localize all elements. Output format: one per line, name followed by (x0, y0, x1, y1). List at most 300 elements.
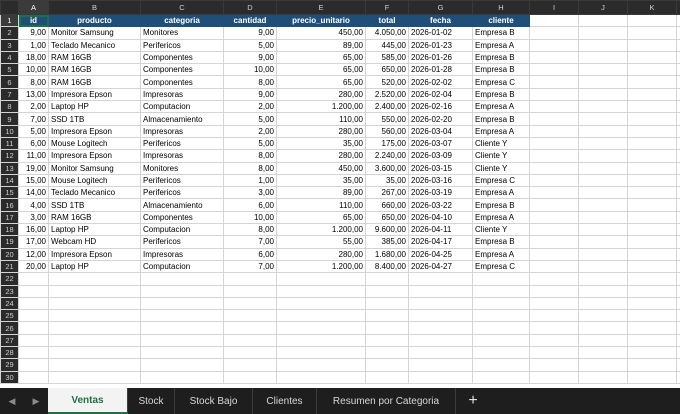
empty-cell[interactable] (628, 162, 677, 174)
empty-cell[interactable] (277, 359, 366, 371)
data-cell[interactable]: Perifericos (141, 137, 224, 149)
data-cell[interactable]: Empresa B (473, 51, 530, 63)
data-cell[interactable]: Monitores (141, 162, 224, 174)
empty-cell[interactable] (49, 359, 141, 371)
empty-cell[interactable] (473, 359, 530, 371)
data-cell[interactable]: 16,00 (19, 224, 49, 236)
data-cell[interactable]: 7,00 (19, 113, 49, 125)
empty-cell[interactable] (530, 260, 579, 272)
data-cell[interactable]: 3.600,00 (366, 162, 409, 174)
tab-ventas[interactable] (48, 388, 128, 414)
data-cell[interactable]: 450,00 (277, 162, 366, 174)
data-cell[interactable]: Almacenamiento (141, 199, 224, 211)
data-cell[interactable]: Monitores (141, 27, 224, 39)
empty-cell[interactable] (628, 211, 677, 223)
empty-cell[interactable] (579, 371, 628, 383)
empty-cell[interactable] (628, 347, 677, 359)
column-header[interactable]: D (224, 1, 277, 15)
row-number[interactable]: 19 (1, 236, 19, 248)
empty-cell[interactable] (366, 297, 409, 309)
empty-cell[interactable] (579, 76, 628, 88)
data-cell[interactable]: Empresa A (473, 248, 530, 260)
data-cell[interactable]: Laptop HP (49, 224, 141, 236)
empty-cell[interactable] (677, 334, 680, 346)
empty-cell[interactable] (628, 248, 677, 260)
data-cell[interactable]: 2026-03-22 (409, 199, 473, 211)
empty-cell[interactable] (677, 27, 680, 39)
empty-cell[interactable] (141, 310, 224, 322)
data-cell[interactable]: 20,00 (19, 260, 49, 272)
data-cell[interactable]: 2026-02-02 (409, 76, 473, 88)
data-cell[interactable]: 5,00 (224, 137, 277, 149)
data-cell[interactable]: Cliente Y (473, 150, 530, 162)
empty-cell[interactable] (530, 125, 579, 137)
row-number[interactable]: 30 (1, 371, 19, 383)
data-cell[interactable]: Computacion (141, 224, 224, 236)
data-cell[interactable]: 2026-04-17 (409, 236, 473, 248)
data-cell[interactable]: Mouse Logitech (49, 174, 141, 186)
empty-cell[interactable] (473, 310, 530, 322)
empty-cell[interactable] (530, 76, 579, 88)
empty-cell[interactable] (579, 297, 628, 309)
data-cell[interactable]: 10,00 (224, 211, 277, 223)
row-number[interactable]: 6 (1, 76, 19, 88)
data-cell[interactable]: Perifericos (141, 187, 224, 199)
data-cell[interactable]: Computacion (141, 101, 224, 113)
empty-cell[interactable] (473, 273, 530, 285)
chevron-left-icon[interactable]: ◀ (8, 395, 16, 406)
data-cell[interactable]: 2026-03-09 (409, 150, 473, 162)
data-cell[interactable]: 445,00 (366, 39, 409, 51)
data-cell[interactable]: Componentes (141, 51, 224, 63)
data-cell[interactable]: Impresora Epson (49, 150, 141, 162)
data-cell[interactable]: 2.400,00 (366, 101, 409, 113)
data-cell[interactable]: 2026-02-20 (409, 113, 473, 125)
empty-cell[interactable] (628, 371, 677, 383)
data-cell[interactable]: Empresa A (473, 211, 530, 223)
empty-cell[interactable] (473, 322, 530, 334)
data-cell[interactable]: 89,00 (277, 39, 366, 51)
data-cell[interactable]: 6,00 (19, 137, 49, 149)
header-cell[interactable]: cliente (473, 15, 530, 27)
data-cell[interactable]: 385,00 (366, 236, 409, 248)
empty-cell[interactable] (530, 187, 579, 199)
empty-cell[interactable] (677, 371, 680, 383)
data-cell[interactable]: 650,00 (366, 211, 409, 223)
column-header[interactable]: E (277, 1, 366, 15)
select-all-corner[interactable] (1, 1, 19, 15)
header-cell[interactable]: producto (49, 15, 141, 27)
data-cell[interactable]: Empresa B (473, 64, 530, 76)
data-cell[interactable]: RAM 16GB (49, 64, 141, 76)
data-cell[interactable]: 2026-03-16 (409, 174, 473, 186)
data-cell[interactable]: RAM 16GB (49, 76, 141, 88)
data-cell[interactable]: Impresora Epson (49, 248, 141, 260)
data-cell[interactable]: Empresa A (473, 101, 530, 113)
data-cell[interactable]: Empresa C (473, 76, 530, 88)
empty-cell[interactable] (579, 322, 628, 334)
data-cell[interactable]: 8,00 (19, 76, 49, 88)
data-cell[interactable]: Computacion (141, 260, 224, 272)
data-cell[interactable]: Webcam HD (49, 236, 141, 248)
data-cell[interactable]: Empresa C (473, 260, 530, 272)
data-cell[interactable]: 18,00 (19, 51, 49, 63)
data-cell[interactable]: 10,00 (224, 64, 277, 76)
data-cell[interactable]: Mouse Logitech (49, 137, 141, 149)
data-cell[interactable]: 2026-02-04 (409, 88, 473, 100)
empty-cell[interactable] (530, 150, 579, 162)
row-number[interactable]: 23 (1, 285, 19, 297)
empty-cell[interactable] (579, 199, 628, 211)
empty-cell[interactable] (677, 101, 680, 113)
data-cell[interactable]: 14,00 (19, 187, 49, 199)
data-cell[interactable]: 6,00 (224, 248, 277, 260)
empty-cell[interactable] (579, 334, 628, 346)
data-cell[interactable]: 8,00 (224, 150, 277, 162)
empty-cell[interactable] (409, 310, 473, 322)
empty-cell[interactable] (579, 273, 628, 285)
empty-cell[interactable] (677, 285, 680, 297)
empty-cell[interactable] (141, 359, 224, 371)
column-header[interactable]: J (579, 1, 628, 15)
plus-icon[interactable] (456, 388, 490, 414)
empty-cell[interactable] (677, 88, 680, 100)
data-cell[interactable]: 8.400,00 (366, 260, 409, 272)
empty-cell[interactable] (628, 310, 677, 322)
empty-cell[interactable] (473, 347, 530, 359)
data-cell[interactable]: 1.200,00 (277, 101, 366, 113)
data-cell[interactable]: Monitor Samsung (49, 162, 141, 174)
empty-cell[interactable] (530, 199, 579, 211)
empty-cell[interactable] (409, 285, 473, 297)
empty-cell[interactable] (530, 224, 579, 236)
tab-clientes[interactable] (253, 388, 317, 414)
empty-cell[interactable] (677, 187, 680, 199)
empty-cell[interactable] (224, 297, 277, 309)
empty-cell[interactable] (366, 347, 409, 359)
empty-cell[interactable] (49, 273, 141, 285)
empty-cell[interactable] (579, 15, 628, 27)
header-cell[interactable]: cantidad (224, 15, 277, 27)
empty-cell[interactable] (19, 310, 49, 322)
empty-cell[interactable] (677, 211, 680, 223)
data-cell[interactable]: Perifericos (141, 39, 224, 51)
empty-cell[interactable] (628, 150, 677, 162)
data-cell[interactable]: Impresoras (141, 248, 224, 260)
empty-cell[interactable] (409, 297, 473, 309)
empty-cell[interactable] (628, 64, 677, 76)
empty-cell[interactable] (19, 347, 49, 359)
data-cell[interactable]: Impresoras (141, 150, 224, 162)
data-cell[interactable]: 9,00 (224, 51, 277, 63)
empty-cell[interactable] (628, 15, 677, 27)
data-cell[interactable]: 280,00 (277, 88, 366, 100)
empty-cell[interactable] (628, 297, 677, 309)
empty-cell[interactable] (141, 322, 224, 334)
data-cell[interactable]: 1,00 (224, 174, 277, 186)
empty-cell[interactable] (19, 322, 49, 334)
empty-cell[interactable] (579, 310, 628, 322)
data-cell[interactable]: Monitor Samsung (49, 27, 141, 39)
empty-cell[interactable] (141, 297, 224, 309)
empty-cell[interactable] (677, 76, 680, 88)
empty-cell[interactable] (19, 371, 49, 383)
empty-cell[interactable] (409, 273, 473, 285)
empty-cell[interactable] (473, 285, 530, 297)
empty-cell[interactable] (366, 334, 409, 346)
data-cell[interactable]: 35,00 (277, 174, 366, 186)
chevron-right-icon[interactable]: ▶ (32, 395, 40, 406)
header-cell[interactable]: precio_unitario (277, 15, 366, 27)
empty-cell[interactable] (628, 137, 677, 149)
row-number[interactable]: 18 (1, 224, 19, 236)
data-cell[interactable]: Empresa B (473, 236, 530, 248)
data-cell[interactable]: 9,00 (19, 27, 49, 39)
data-cell[interactable]: Empresa C (473, 174, 530, 186)
empty-cell[interactable] (579, 347, 628, 359)
data-cell[interactable]: 280,00 (277, 125, 366, 137)
row-number[interactable]: 27 (1, 334, 19, 346)
empty-cell[interactable] (579, 51, 628, 63)
empty-cell[interactable] (628, 334, 677, 346)
empty-cell[interactable] (277, 347, 366, 359)
empty-cell[interactable] (677, 137, 680, 149)
header-cell[interactable]: categoria (141, 15, 224, 27)
row-number[interactable]: 14 (1, 174, 19, 186)
data-cell[interactable]: 8,00 (224, 224, 277, 236)
empty-cell[interactable] (579, 101, 628, 113)
row-number[interactable]: 10 (1, 125, 19, 137)
column-header[interactable] (677, 1, 680, 15)
data-cell[interactable]: 65,00 (277, 76, 366, 88)
empty-cell[interactable] (628, 322, 677, 334)
empty-cell[interactable] (579, 285, 628, 297)
empty-cell[interactable] (366, 322, 409, 334)
empty-cell[interactable] (579, 88, 628, 100)
empty-cell[interactable] (530, 371, 579, 383)
empty-cell[interactable] (530, 15, 579, 27)
data-cell[interactable]: 2026-03-19 (409, 187, 473, 199)
row-number[interactable]: 1 (1, 15, 19, 27)
data-cell[interactable]: 280,00 (277, 150, 366, 162)
data-cell[interactable]: 8,00 (224, 162, 277, 174)
data-cell[interactable]: 2026-04-27 (409, 260, 473, 272)
data-cell[interactable]: 11,00 (19, 150, 49, 162)
data-cell[interactable]: 9,00 (224, 27, 277, 39)
empty-cell[interactable] (530, 113, 579, 125)
row-number[interactable]: 12 (1, 150, 19, 162)
empty-cell[interactable] (530, 347, 579, 359)
empty-cell[interactable] (677, 322, 680, 334)
empty-cell[interactable] (409, 359, 473, 371)
column-header[interactable]: F (366, 1, 409, 15)
empty-cell[interactable] (530, 285, 579, 297)
empty-cell[interactable] (530, 39, 579, 51)
data-cell[interactable]: 4,00 (19, 199, 49, 211)
data-cell[interactable]: 3,00 (19, 211, 49, 223)
empty-cell[interactable] (579, 187, 628, 199)
empty-cell[interactable] (409, 371, 473, 383)
data-cell[interactable]: 7,00 (224, 236, 277, 248)
tab-stock[interactable] (128, 388, 175, 414)
empty-cell[interactable] (677, 64, 680, 76)
empty-cell[interactable] (224, 371, 277, 383)
data-cell[interactable]: 10,00 (19, 64, 49, 76)
header-cell[interactable]: id (19, 15, 49, 27)
empty-cell[interactable] (530, 322, 579, 334)
column-header[interactable]: H (473, 1, 530, 15)
empty-cell[interactable] (677, 51, 680, 63)
row-number[interactable]: 9 (1, 113, 19, 125)
data-cell[interactable]: Impresoras (141, 125, 224, 137)
data-cell[interactable]: 520,00 (366, 76, 409, 88)
row-number[interactable]: 2 (1, 27, 19, 39)
data-cell[interactable]: 19,00 (19, 162, 49, 174)
data-cell[interactable]: Componentes (141, 64, 224, 76)
data-cell[interactable]: 2,00 (224, 125, 277, 137)
empty-cell[interactable] (628, 260, 677, 272)
empty-cell[interactable] (49, 285, 141, 297)
empty-cell[interactable] (579, 64, 628, 76)
data-cell[interactable]: Almacenamiento (141, 113, 224, 125)
empty-cell[interactable] (677, 174, 680, 186)
empty-cell[interactable] (49, 297, 141, 309)
empty-cell[interactable] (677, 310, 680, 322)
column-header[interactable]: B (49, 1, 141, 15)
data-cell[interactable]: Laptop HP (49, 101, 141, 113)
empty-cell[interactable] (19, 297, 49, 309)
empty-cell[interactable] (530, 51, 579, 63)
empty-cell[interactable] (628, 174, 677, 186)
data-cell[interactable]: 5,00 (19, 125, 49, 137)
empty-cell[interactable] (677, 15, 680, 27)
data-cell[interactable]: Impresoras (141, 88, 224, 100)
data-cell[interactable]: Empresa B (473, 113, 530, 125)
data-cell[interactable]: 1.200,00 (277, 260, 366, 272)
empty-cell[interactable] (141, 371, 224, 383)
empty-cell[interactable] (409, 347, 473, 359)
empty-cell[interactable] (530, 334, 579, 346)
empty-cell[interactable] (677, 199, 680, 211)
data-cell[interactable]: 550,00 (366, 113, 409, 125)
tab-stock-bajo[interactable] (175, 388, 253, 414)
data-cell[interactable]: SSD 1TB (49, 199, 141, 211)
data-cell[interactable]: 4.050,00 (366, 27, 409, 39)
data-cell[interactable]: Empresa A (473, 39, 530, 51)
empty-cell[interactable] (628, 39, 677, 51)
empty-cell[interactable] (224, 322, 277, 334)
data-cell[interactable]: 9.600,00 (366, 224, 409, 236)
empty-cell[interactable] (224, 285, 277, 297)
empty-cell[interactable] (628, 76, 677, 88)
row-number[interactable]: 29 (1, 359, 19, 371)
empty-cell[interactable] (277, 297, 366, 309)
row-number[interactable]: 5 (1, 64, 19, 76)
empty-cell[interactable] (409, 322, 473, 334)
empty-cell[interactable] (628, 199, 677, 211)
empty-cell[interactable] (530, 211, 579, 223)
data-cell[interactable]: 2026-01-02 (409, 27, 473, 39)
data-cell[interactable]: 65,00 (277, 51, 366, 63)
empty-cell[interactable] (677, 248, 680, 260)
empty-cell[interactable] (579, 27, 628, 39)
empty-cell[interactable] (530, 248, 579, 260)
data-cell[interactable]: 55,00 (277, 236, 366, 248)
data-cell[interactable]: 2026-04-11 (409, 224, 473, 236)
empty-cell[interactable] (579, 162, 628, 174)
empty-cell[interactable] (677, 162, 680, 174)
data-cell[interactable]: Laptop HP (49, 260, 141, 272)
data-cell[interactable]: 17,00 (19, 236, 49, 248)
empty-cell[interactable] (224, 359, 277, 371)
empty-cell[interactable] (409, 334, 473, 346)
empty-cell[interactable] (677, 150, 680, 162)
empty-cell[interactable] (628, 224, 677, 236)
data-cell[interactable]: 13,00 (19, 88, 49, 100)
empty-cell[interactable] (141, 334, 224, 346)
empty-cell[interactable] (224, 334, 277, 346)
empty-cell[interactable] (677, 39, 680, 51)
empty-cell[interactable] (19, 334, 49, 346)
data-cell[interactable]: 1.200,00 (277, 224, 366, 236)
row-number[interactable]: 3 (1, 39, 19, 51)
column-header[interactable]: A (19, 1, 49, 15)
data-cell[interactable]: Cliente Y (473, 224, 530, 236)
data-cell[interactable]: Empresa B (473, 199, 530, 211)
empty-cell[interactable] (628, 273, 677, 285)
data-cell[interactable]: 175,00 (366, 137, 409, 149)
empty-cell[interactable] (579, 224, 628, 236)
data-cell[interactable]: Impresora Epson (49, 125, 141, 137)
tab-resumen-por-categoria[interactable] (317, 388, 456, 414)
empty-cell[interactable] (366, 371, 409, 383)
row-number[interactable]: 28 (1, 347, 19, 359)
empty-cell[interactable] (579, 113, 628, 125)
empty-cell[interactable] (49, 347, 141, 359)
row-number[interactable]: 11 (1, 137, 19, 149)
empty-cell[interactable] (277, 285, 366, 297)
empty-cell[interactable] (628, 236, 677, 248)
data-cell[interactable]: 12,00 (19, 248, 49, 260)
data-cell[interactable]: 650,00 (366, 64, 409, 76)
data-cell[interactable]: Componentes (141, 211, 224, 223)
data-cell[interactable]: 65,00 (277, 211, 366, 223)
row-number[interactable]: 24 (1, 297, 19, 309)
data-cell[interactable]: 7,00 (224, 260, 277, 272)
row-number[interactable]: 15 (1, 187, 19, 199)
empty-cell[interactable] (677, 236, 680, 248)
empty-cell[interactable] (473, 297, 530, 309)
empty-cell[interactable] (141, 285, 224, 297)
empty-cell[interactable] (530, 27, 579, 39)
empty-cell[interactable] (628, 359, 677, 371)
data-cell[interactable]: 35,00 (277, 137, 366, 149)
empty-cell[interactable] (579, 211, 628, 223)
data-cell[interactable]: 9,00 (224, 88, 277, 100)
empty-cell[interactable] (473, 334, 530, 346)
empty-cell[interactable] (530, 310, 579, 322)
empty-cell[interactable] (19, 273, 49, 285)
column-header[interactable]: C (141, 1, 224, 15)
data-cell[interactable]: 8,00 (224, 76, 277, 88)
empty-cell[interactable] (677, 273, 680, 285)
empty-cell[interactable] (530, 174, 579, 186)
data-cell[interactable]: 560,00 (366, 125, 409, 137)
row-number[interactable]: 25 (1, 310, 19, 322)
data-cell[interactable]: 110,00 (277, 113, 366, 125)
data-cell[interactable]: Teclado Mecanico (49, 187, 141, 199)
empty-cell[interactable] (579, 137, 628, 149)
